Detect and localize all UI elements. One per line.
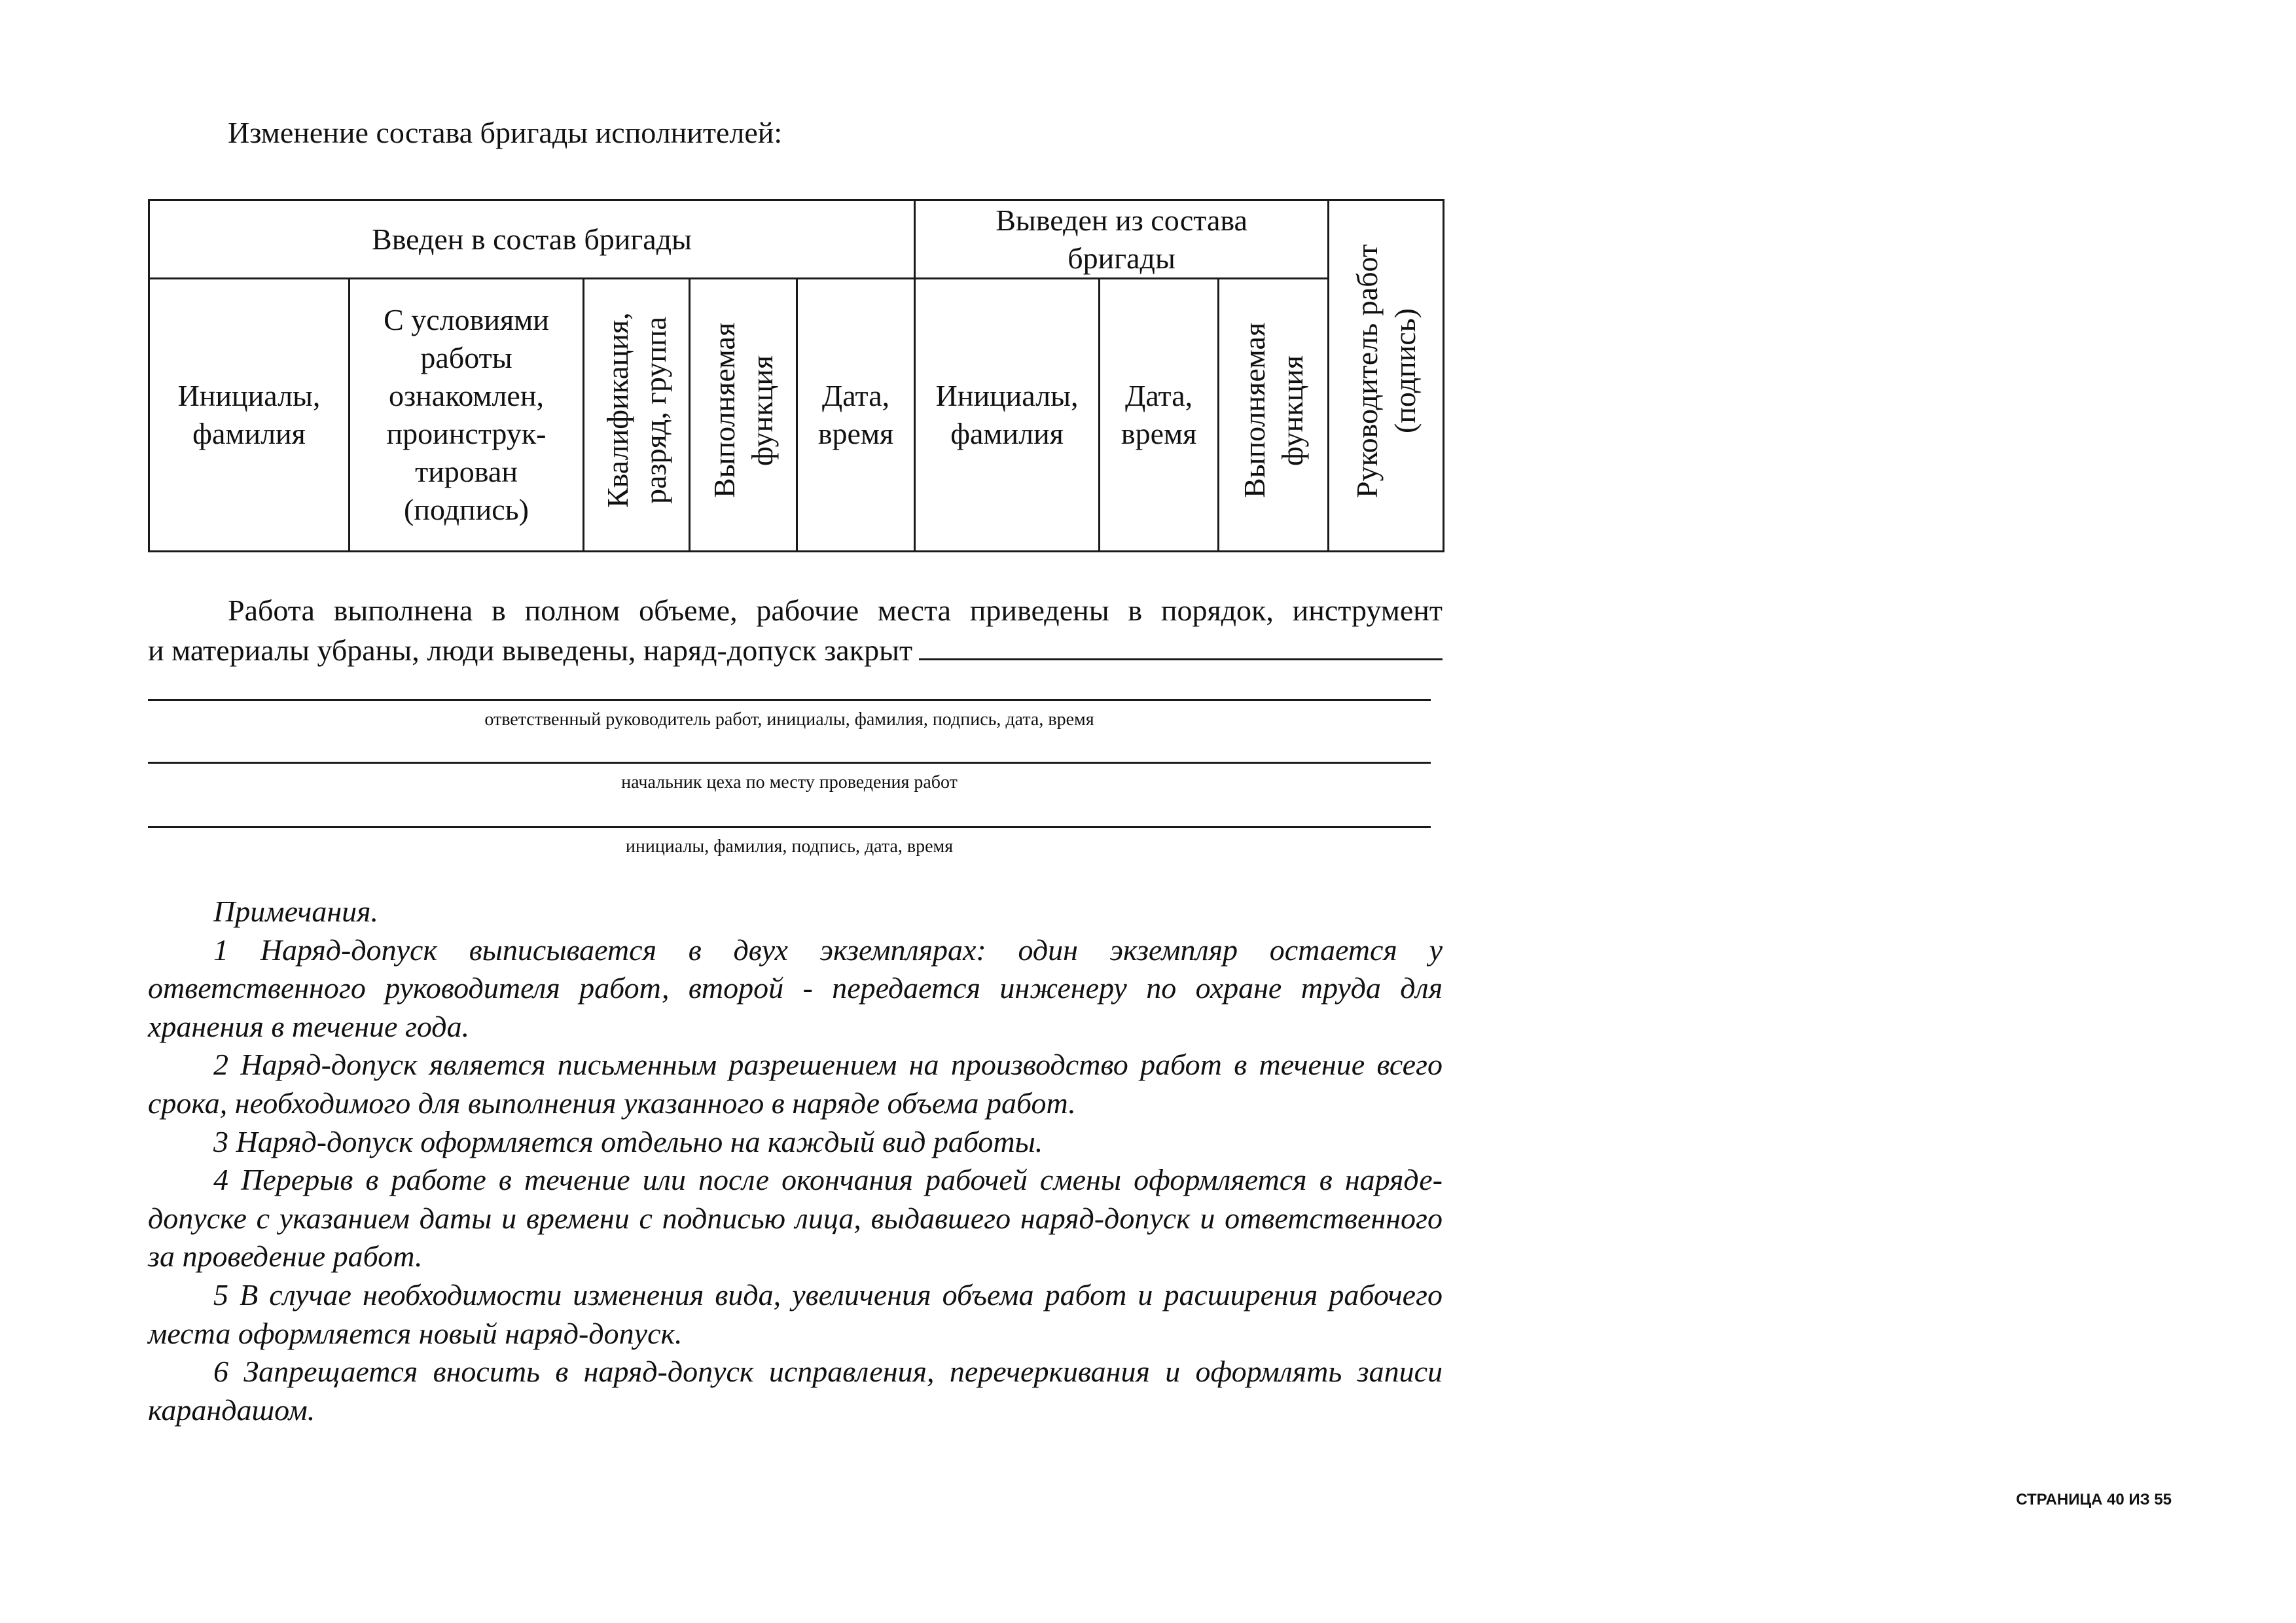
- note-item: 3 Наряд-допуск оформляется отдельно на каждый вид работы.: [213, 1124, 1043, 1158]
- supervisor-signature-label: Руководитель работ (подпись): [1350, 244, 1422, 498]
- closure-signature-field[interactable]: [919, 630, 1443, 660]
- shop-chief-signature-line[interactable]: [148, 762, 1431, 764]
- removed-name-header: Инициалы, фамилия: [915, 279, 1100, 552]
- note-item: 1 Наряд-допуск выписывается в двух экземплярах: один экземпляр остается у ответственного руководителя работ, второй - передается инженеру по охране труда для хранения в течение года.: [148, 933, 1443, 1043]
- removed-function-label: Выполняемая функция: [1237, 322, 1309, 499]
- removed-datetime-header: Дата, время: [1100, 279, 1219, 552]
- notes-heading: Примечания.: [213, 895, 379, 928]
- added-function-header: [690, 279, 797, 552]
- page-title: Изменение состава бригады исполнителей:: [228, 116, 783, 149]
- completion-statement: [148, 592, 1443, 669]
- note-item: 2 Наряд-допуск является письменным разрешением на производство работ в течение всего срока, необходимого для выполнения указанного в наряде объема работ.: [148, 1048, 1443, 1120]
- shop-chief-details-line[interactable]: [148, 826, 1431, 828]
- note-item: 5 В случае необходимости изменения вида, увеличения объема работ и расширения рабочего места оформляется новый наряд-допуск.: [148, 1277, 1443, 1350]
- responsible-manager-caption: ответственный руководитель работ, инициалы, фамилия, подпись, дата, время: [484, 709, 1094, 730]
- page-number: СТРАНИЦА 40 ИЗ 55: [2016, 1491, 2172, 1508]
- note-item: 4 Перерыв в работе в течение или после окончания рабочей смены оформляется в наряде-допуске с указанием даты и времени с подписью лица, выдавшего наряд-допуск и ответственного за проведение работ.: [148, 1163, 1443, 1274]
- note-item: 6 Запрещается вносить в наряд-допуск исправления, перечеркивания и оформлять записи карандашом.: [148, 1355, 1443, 1427]
- removed-from-crew-header: Выведен из состава бригады: [915, 200, 1329, 279]
- added-datetime-header: Дата, время: [797, 279, 915, 552]
- crew-change-table: [148, 199, 1444, 552]
- added-to-crew-header: Введен в состав бригады: [149, 200, 915, 279]
- added-name-header: Инициалы, фамилия: [149, 279, 350, 552]
- responsible-manager-signature-line[interactable]: [148, 699, 1431, 701]
- removed-function-header: [1219, 279, 1329, 552]
- added-instructed-header: С условиями работы ознакомлен, проинструк-тирован (подпись): [350, 279, 584, 552]
- shop-chief-details-caption: инициалы, фамилия, подпись, дата, время: [625, 836, 954, 857]
- shop-chief-caption: начальник цеха по месту проведения работ: [621, 772, 958, 793]
- supervisor-signature-header: [1329, 200, 1444, 552]
- added-qualification-header: [584, 279, 690, 552]
- notes-section: [148, 893, 1443, 1429]
- completion-line-2: и материалы убраны, люди выведены, наряд-допуск закрыт: [148, 633, 913, 667]
- added-qualification-label: Квалификация, разряд, группа: [600, 312, 672, 508]
- added-function-label: Выполняемая функция: [707, 322, 779, 499]
- completion-line-1: Работа выполнена в полном объеме, рабочие места приведены в порядок, инструмент: [228, 594, 1443, 627]
